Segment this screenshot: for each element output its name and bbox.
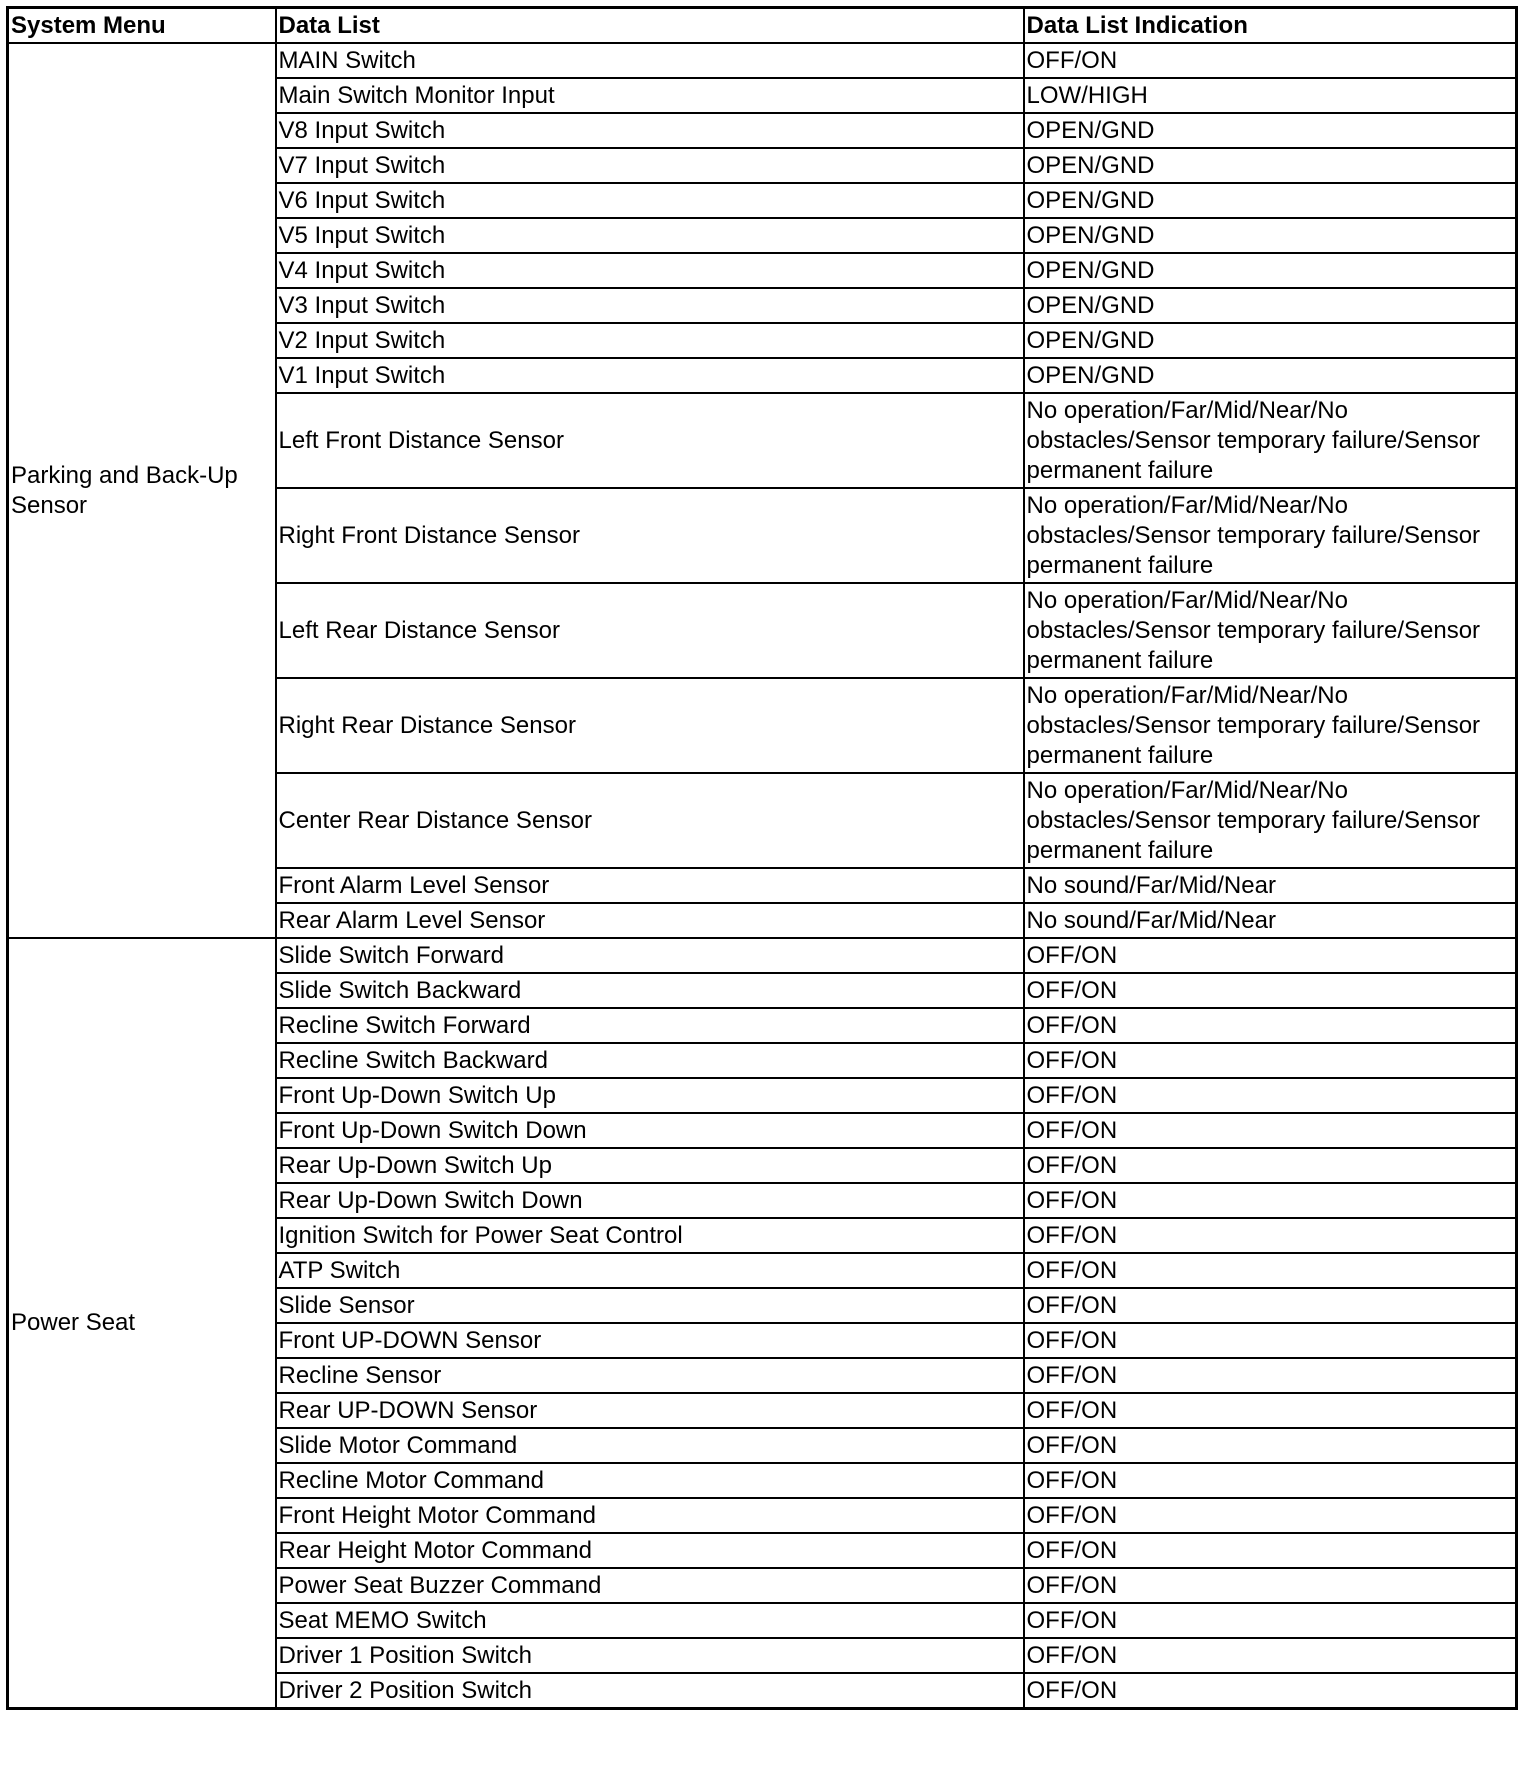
data-list-indication-cell: OFF/ON xyxy=(1024,1568,1517,1603)
data-list-cell: V6 Input Switch xyxy=(276,183,1024,218)
data-list-indication-cell: OFF/ON xyxy=(1024,1113,1517,1148)
data-list-cell: V7 Input Switch xyxy=(276,148,1024,183)
data-list-indication-cell: No operation/Far/Mid/Near/No obstacles/Sensor temporary failure/Sensor permanent failure xyxy=(1024,488,1517,583)
data-list-cell: Left Rear Distance Sensor xyxy=(276,583,1024,678)
data-list-cell: Front UP-DOWN Sensor xyxy=(276,1323,1024,1358)
data-list-cell: Center Rear Distance Sensor xyxy=(276,773,1024,868)
data-list-indication-cell: No operation/Far/Mid/Near/No obstacles/Sensor temporary failure/Sensor permanent failure xyxy=(1024,773,1517,868)
data-list-cell: Slide Motor Command xyxy=(276,1428,1024,1463)
header-system-menu: System Menu xyxy=(8,8,276,44)
data-list-indication-cell: OFF/ON xyxy=(1024,1148,1517,1183)
data-list-cell: Rear UP-DOWN Sensor xyxy=(276,1393,1024,1428)
data-list-cell: Main Switch Monitor Input xyxy=(276,78,1024,113)
data-list-cell: V5 Input Switch xyxy=(276,218,1024,253)
header-row xyxy=(8,8,1517,44)
data-list-cell: V8 Input Switch xyxy=(276,113,1024,148)
data-list-indication-cell: OFF/ON xyxy=(1024,1393,1517,1428)
data-list-cell: V1 Input Switch xyxy=(276,358,1024,393)
data-list-indication-cell: OPEN/GND xyxy=(1024,323,1517,358)
data-list-cell: Slide Switch Forward xyxy=(276,938,1024,973)
data-list-cell: Rear Up-Down Switch Down xyxy=(276,1183,1024,1218)
table-row xyxy=(8,938,1517,973)
data-list-indication-cell: OFF/ON xyxy=(1024,1498,1517,1533)
data-list-indication-cell: OPEN/GND xyxy=(1024,218,1517,253)
data-list-indication-cell: OFF/ON xyxy=(1024,1183,1517,1218)
data-list-indication-cell: OFF/ON xyxy=(1024,938,1517,973)
data-list-cell: Rear Height Motor Command xyxy=(276,1533,1024,1568)
data-list-indication-cell: OPEN/GND xyxy=(1024,113,1517,148)
data-list-cell: Right Rear Distance Sensor xyxy=(276,678,1024,773)
data-list-cell: Recline Switch Forward xyxy=(276,1008,1024,1043)
data-list-indication-cell: OFF/ON xyxy=(1024,1323,1517,1358)
data-list-indication-cell: OFF/ON xyxy=(1024,1463,1517,1498)
header-data-list: Data List xyxy=(276,8,1024,44)
data-list-table xyxy=(6,6,1518,1710)
system-menu-cell: Parking and Back-Up Sensor xyxy=(8,43,276,938)
data-list-indication-cell: No operation/Far/Mid/Near/No obstacles/Sensor temporary failure/Sensor permanent failure xyxy=(1024,678,1517,773)
data-list-cell: Left Front Distance Sensor xyxy=(276,393,1024,488)
data-list-cell: Recline Switch Backward xyxy=(276,1043,1024,1078)
data-list-cell: Slide Sensor xyxy=(276,1288,1024,1323)
data-list-indication-cell: LOW/HIGH xyxy=(1024,78,1517,113)
data-list-indication-cell: OFF/ON xyxy=(1024,1043,1517,1078)
data-list-cell: Front Up-Down Switch Down xyxy=(276,1113,1024,1148)
data-list-cell: Driver 1 Position Switch xyxy=(276,1638,1024,1673)
data-list-indication-cell: OFF/ON xyxy=(1024,1218,1517,1253)
data-list-cell: Seat MEMO Switch xyxy=(276,1603,1024,1638)
data-list-indication-cell: OFF/ON xyxy=(1024,973,1517,1008)
system-menu-cell: Power Seat xyxy=(8,938,276,1709)
data-list-indication-cell: No operation/Far/Mid/Near/No obstacles/Sensor temporary failure/Sensor permanent failure xyxy=(1024,393,1517,488)
data-list-indication-cell: OFF/ON xyxy=(1024,1008,1517,1043)
data-list-indication-cell: OFF/ON xyxy=(1024,1638,1517,1673)
data-list-cell: MAIN Switch xyxy=(276,43,1024,78)
data-list-indication-cell: No sound/Far/Mid/Near xyxy=(1024,868,1517,903)
data-list-cell: Recline Motor Command xyxy=(276,1463,1024,1498)
data-list-cell: Rear Alarm Level Sensor xyxy=(276,903,1024,938)
data-list-indication-cell: OFF/ON xyxy=(1024,1253,1517,1288)
data-list-cell: Ignition Switch for Power Seat Control xyxy=(276,1218,1024,1253)
data-list-indication-cell: No sound/Far/Mid/Near xyxy=(1024,903,1517,938)
data-list-cell: V3 Input Switch xyxy=(276,288,1024,323)
data-list-cell: Front Alarm Level Sensor xyxy=(276,868,1024,903)
data-list-indication-cell: OFF/ON xyxy=(1024,1428,1517,1463)
data-list-indication-cell: OPEN/GND xyxy=(1024,358,1517,393)
data-list-indication-cell: No operation/Far/Mid/Near/No obstacles/Sensor temporary failure/Sensor permanent failure xyxy=(1024,583,1517,678)
table-body xyxy=(8,43,1517,1709)
data-list-indication-cell: OPEN/GND xyxy=(1024,148,1517,183)
data-list-cell: Front Up-Down Switch Up xyxy=(276,1078,1024,1113)
data-list-indication-cell: OFF/ON xyxy=(1024,1533,1517,1568)
data-list-cell: Front Height Motor Command xyxy=(276,1498,1024,1533)
data-list-cell: Right Front Distance Sensor xyxy=(276,488,1024,583)
data-list-indication-cell: OFF/ON xyxy=(1024,1673,1517,1709)
data-list-indication-cell: OFF/ON xyxy=(1024,1288,1517,1323)
data-list-cell: Driver 2 Position Switch xyxy=(276,1673,1024,1709)
data-list-indication-cell: OFF/ON xyxy=(1024,1078,1517,1113)
data-list-cell: V2 Input Switch xyxy=(276,323,1024,358)
table-row xyxy=(8,43,1517,78)
data-list-cell: V4 Input Switch xyxy=(276,253,1024,288)
data-list-indication-cell: OPEN/GND xyxy=(1024,183,1517,218)
data-list-cell: Rear Up-Down Switch Up xyxy=(276,1148,1024,1183)
header-data-list-indication: Data List Indication xyxy=(1024,8,1517,44)
data-list-indication-cell: OFF/ON xyxy=(1024,1603,1517,1638)
data-list-cell: Slide Switch Backward xyxy=(276,973,1024,1008)
data-list-indication-cell: OPEN/GND xyxy=(1024,288,1517,323)
data-list-indication-cell: OPEN/GND xyxy=(1024,253,1517,288)
data-list-indication-cell: OFF/ON xyxy=(1024,43,1517,78)
data-list-cell: Recline Sensor xyxy=(276,1358,1024,1393)
data-list-cell: ATP Switch xyxy=(276,1253,1024,1288)
data-list-cell: Power Seat Buzzer Command xyxy=(276,1568,1024,1603)
data-list-indication-cell: OFF/ON xyxy=(1024,1358,1517,1393)
